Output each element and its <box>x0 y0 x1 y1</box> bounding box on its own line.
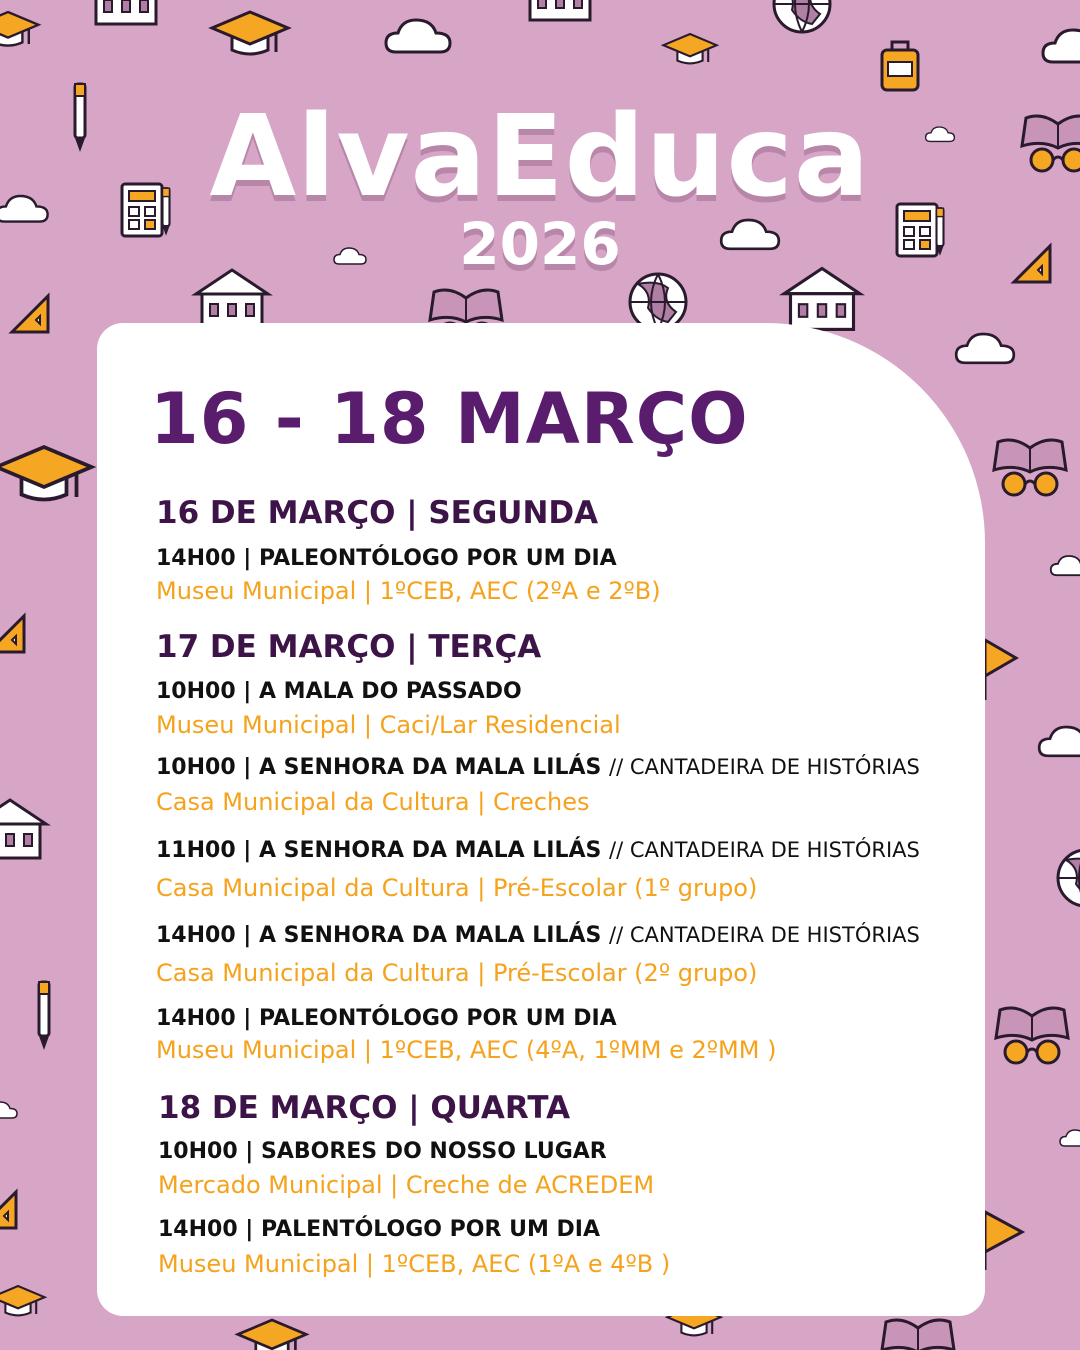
event-title <box>158 1139 607 1164</box>
event-note: // CANTADEIRA DE HISTÓRIAS <box>609 923 920 947</box>
cloud-icon <box>956 334 1014 363</box>
event-title <box>156 679 522 704</box>
set-square-icon <box>12 296 48 332</box>
schedule-card <box>97 323 985 1316</box>
pennant-icon <box>985 1212 1022 1270</box>
book-glasses-icon <box>996 1008 1068 1063</box>
school-building-icon <box>196 270 268 328</box>
event-location: Museu Municipal | 1ºCEB, AEC (2ºA e 2ºB) <box>156 577 661 605</box>
event-location: Museu Municipal | 1ºCEB, AEC (4ºA, 1ºMM e 2ºMM ) <box>156 1036 777 1064</box>
day-heading: 18 DE MARÇO | QUARTA <box>158 1090 571 1126</box>
graduation-cap-icon <box>212 12 288 54</box>
day-heading: 16 DE MARÇO | SEGUNDA <box>156 495 599 531</box>
event-title <box>156 1006 617 1031</box>
event-time-name: 11H00 | A SENHORA DA MALA LILÁS <box>156 838 610 863</box>
date-range-heading: 16 - 18 MARÇO <box>150 378 749 460</box>
school-building-icon <box>524 0 596 20</box>
event-year: 2026 <box>459 210 621 278</box>
cloud-icon <box>386 20 450 52</box>
school-building-icon <box>90 0 162 24</box>
graduation-cap-icon <box>238 1320 306 1350</box>
event-title <box>156 546 617 571</box>
globe-icon <box>630 274 686 330</box>
event-time-name: 10H00 | A SENHORA DA MALA LILÁS <box>156 755 610 780</box>
event-title <box>156 838 920 863</box>
book-glasses-icon <box>994 440 1066 495</box>
pen-icon <box>39 982 49 1050</box>
event-title <box>158 1217 600 1242</box>
set-square-icon <box>0 1192 16 1228</box>
graduation-cap-icon <box>0 447 92 500</box>
cloud-icon <box>1043 30 1080 62</box>
event-title <box>156 923 920 948</box>
event-time-name: 10H00 | SABORES DO NOSSO LUGAR <box>158 1139 607 1164</box>
cloud-icon <box>1039 727 1080 756</box>
event-note: // CANTADEIRA DE HISTÓRIAS <box>609 838 920 862</box>
cloud-icon <box>0 1102 17 1118</box>
globe-icon <box>1058 850 1080 906</box>
cloud-icon <box>1051 556 1080 575</box>
globe-icon <box>774 0 830 32</box>
event-location: Museu Municipal | 1ºCEB, AEC (1ºA e 4ºB ) <box>158 1250 671 1278</box>
event-time-name: 14H00 | PALEONTÓLOGO POR UM DIA <box>156 1006 617 1031</box>
event-location: Mercado Municipal | Creche de ACREDEM <box>158 1171 655 1199</box>
set-square-icon <box>0 616 24 652</box>
graduation-cap-icon <box>663 34 716 63</box>
day-heading: 17 DE MARÇO | TERÇA <box>156 629 542 665</box>
event-note: // CANTADEIRA DE HISTÓRIAS <box>609 755 920 779</box>
school-building-icon <box>0 800 46 858</box>
event-time-name: 14H00 | PALENTÓLOGO POR UM DIA <box>158 1217 600 1242</box>
book-glasses-icon <box>882 1320 954 1350</box>
cloud-icon <box>1060 1130 1080 1146</box>
event-time-name: 14H00 | PALEONTÓLOGO POR UM DIA <box>156 546 617 571</box>
pennant-icon <box>985 640 1016 700</box>
backpack-icon <box>882 42 918 90</box>
graduation-cap-icon <box>0 12 38 46</box>
event-title <box>156 755 920 780</box>
event-location: Casa Municipal da Cultura | Pré-Escolar (1º grupo) <box>156 874 758 902</box>
event-location: Museu Municipal | Caci/Lar Residencial <box>156 711 621 739</box>
event-time-name: 14H00 | A SENHORA DA MALA LILÁS <box>156 923 610 948</box>
event-location: Casa Municipal da Cultura | Pré-Escolar (2º grupo) <box>156 959 758 987</box>
event-time-name: 10H00 | A MALA DO PASSADO <box>156 679 522 704</box>
graduation-cap-icon <box>0 1286 45 1315</box>
event-location: Casa Municipal da Cultura | Creches <box>156 788 590 816</box>
app-title: AlvaEduca <box>209 92 871 222</box>
